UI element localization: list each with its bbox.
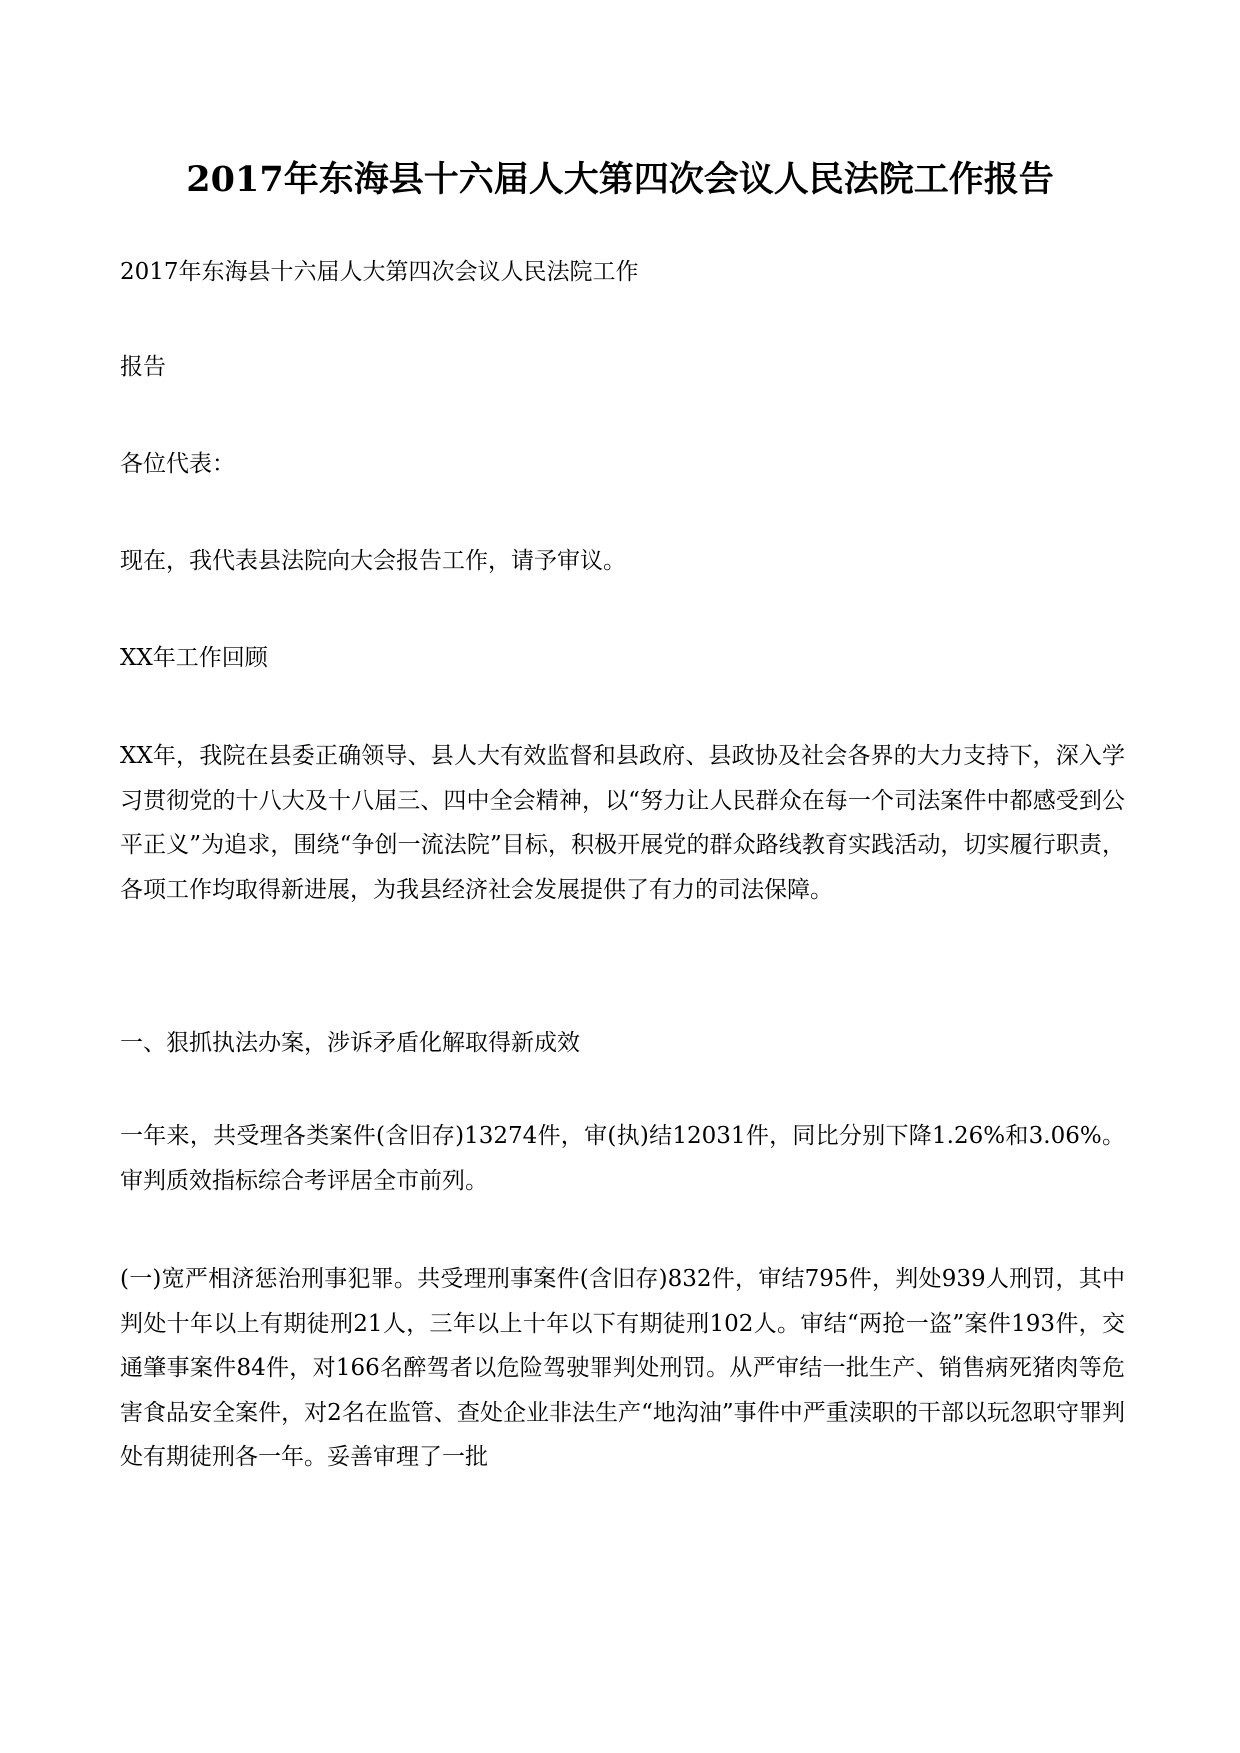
salutation: 各位代表： (120, 451, 235, 477)
section-one-paragraph: 一年来，共受理各类案件(含旧存)13274件，审(执)结12031件，同比分别下降1.26%和3.06%。审判质效指标综合考评居全市前列。 (120, 1123, 1125, 1194)
review-heading: XX年工作回顾 (120, 645, 268, 671)
subsection-one-paragraph: (一)宽严相济惩治刑事犯罪。共受理刑事案件(含旧存)832件，审结795件，判处939人刑罚，其中判处十年以上有期徒刑21人，三年以上十年以下有期徒刑102人。审结“两抢一盗”案件193件，交通肇事案件84件，对166名醉驾者以危险驾驶罪判处刑罚。从严审结一批生产、销售病死猪肉等危害食品安全案件，对2名在监管、查处企业非法生产“地沟油”事件中严重渎职的干部以玩忽职守罪判处有期徒刑各一年。妥善审理了一批 (120, 1266, 1125, 1471)
document-title: 2017年东海县十六届人大第四次会议人民法院工作报告 (186, 159, 1054, 200)
review-paragraph: XX年，我院在县委正确领导、县人大有效监督和县政府、县政协及社会各界的大力支持下，深入学习贯彻党的十八大及十八届三、四中全会精神，以“努力让人民群众在每一个司法案件中都感受到公平正义”为追求，围绕“争创一流法院”目标，积极开展党的群众路线教育实践活动，切实履行职责，各项工作均取得新进展，为我县经济社会发展提供了有力的司法保障。 (120, 743, 1125, 903)
intro-paragraph: 现在，我代表县法院向大会报告工作，请予审议。 (120, 548, 626, 574)
subtitle-line-1: 2017年东海县十六届人大第四次会议人民法院工作 (120, 259, 639, 285)
subtitle-line-2: 报告 (120, 354, 166, 380)
section-one-heading: 一、狠抓执法办案，涉诉矛盾化解取得新成效 (120, 1030, 580, 1056)
